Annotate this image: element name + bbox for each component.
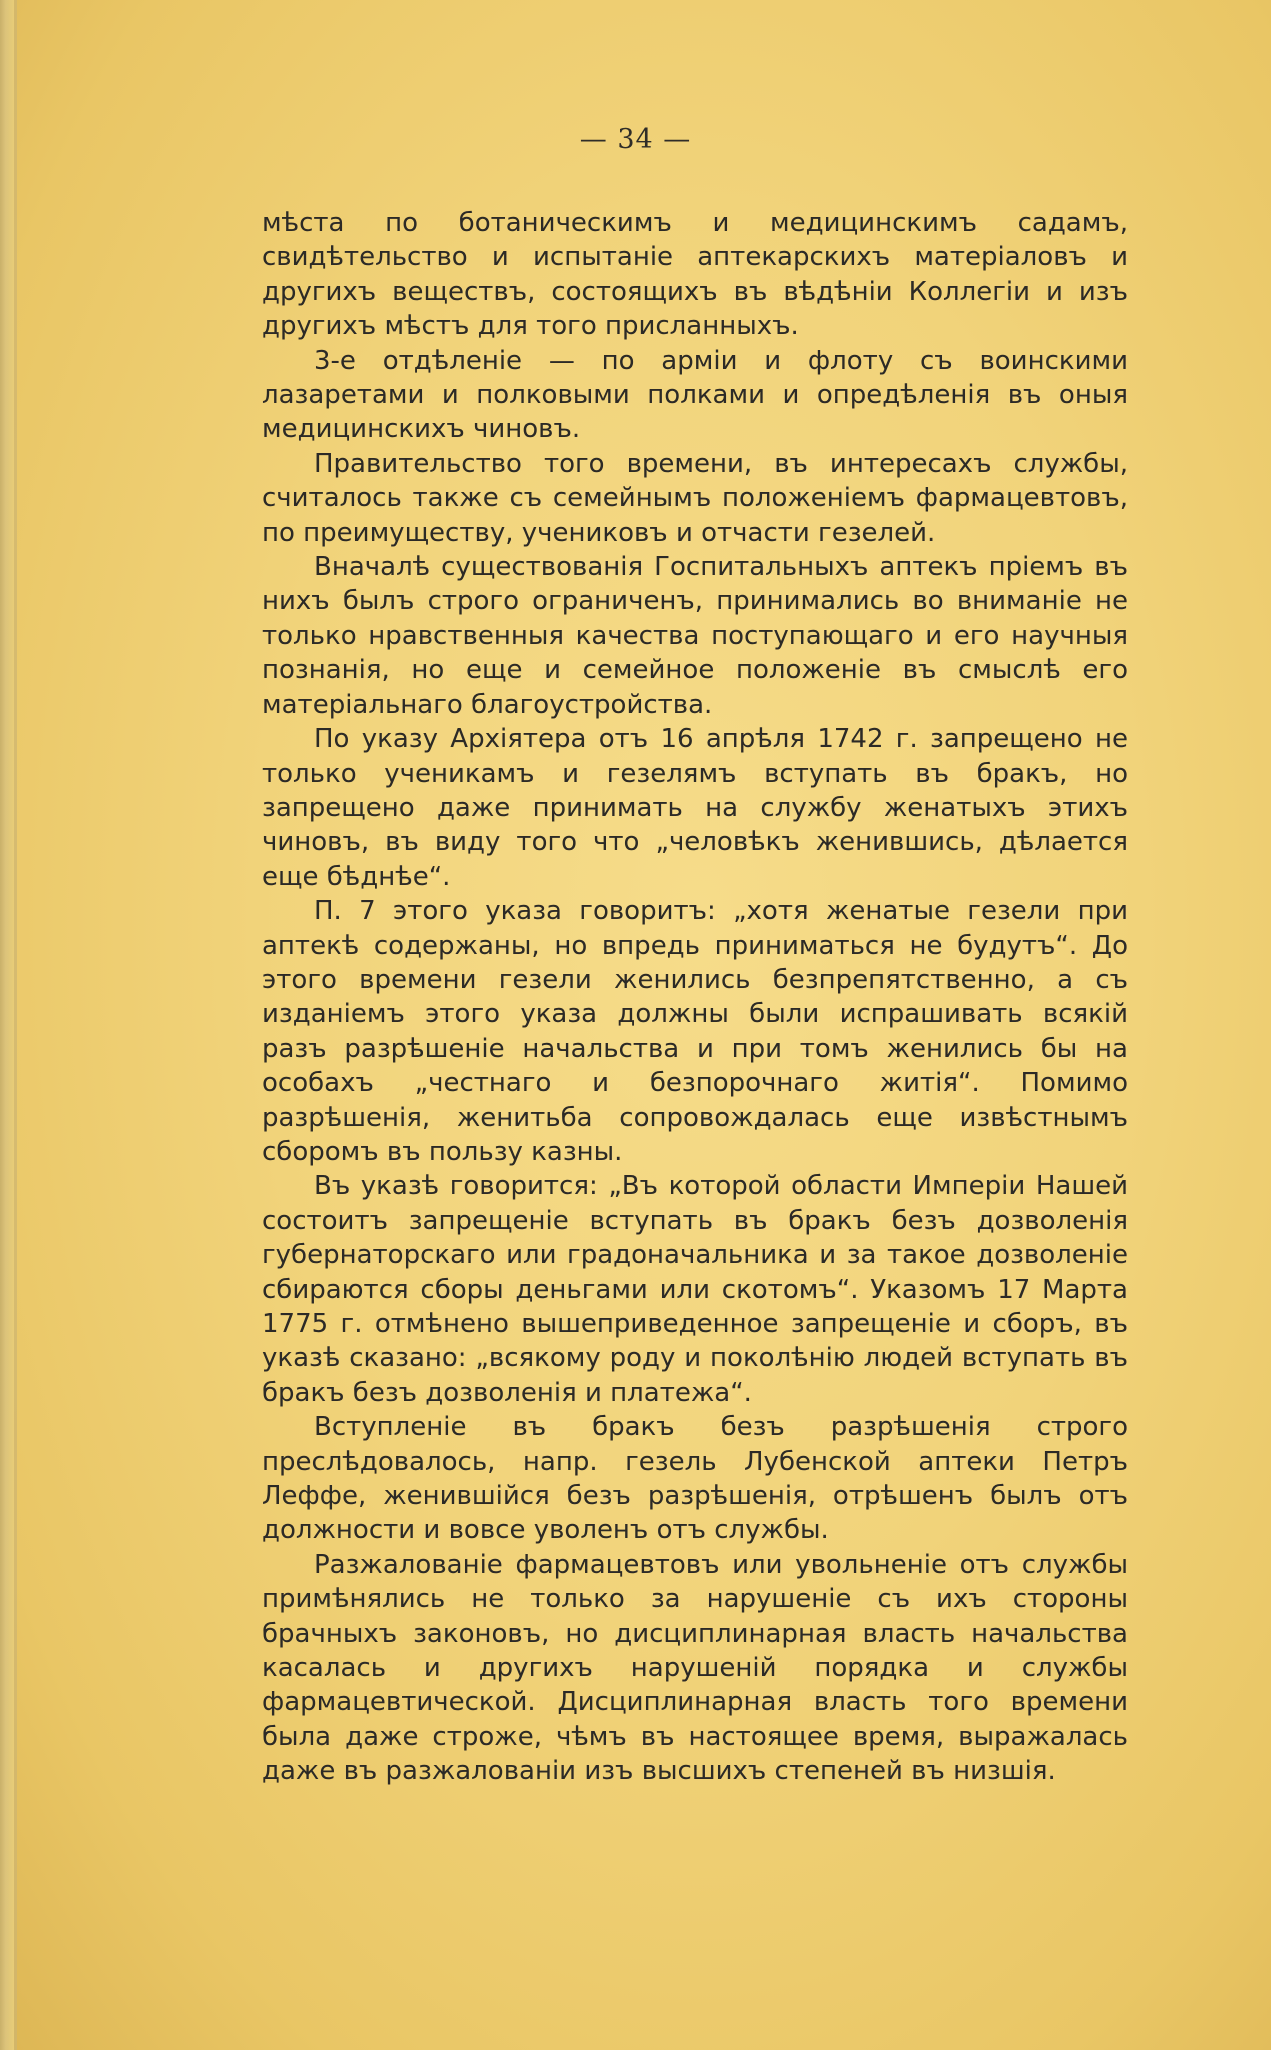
page-left-edge: [0, 0, 14, 2050]
binding-gutter: [14, 0, 17, 2050]
paragraph: мѣста по ботаническимъ и медицинскимъ садамъ, свидѣтельство и испытаніе аптекарскихъ матеріаловъ и другихъ веществъ, состоящихъ въ вѣдѣніи Коллегіи и изъ другихъ мѣстъ для того присланныхъ.: [262, 208, 1128, 342]
page-number: — 34 —: [579, 124, 692, 155]
paragraph: Разжалованіе фармацевтовъ или увольненіе отъ службы примѣнялись не только за нарушеніе съ ихъ стороны брачныхъ законовъ, но дисциплинарная власть начальства касалась и другихъ нарушеній порядка и службы фармацевтической. Дисциплинарная власть того времени была даже строже, чѣмъ въ настоящее время, выражалась даже въ разжалованіи изъ высшихъ степеней въ низшія.: [262, 1549, 1128, 1787]
paragraph: 3-е отдѣленіе — по арміи и флоту съ воинскими лазаретами и полковыми полками и опредѣленія въ оныя медицинскихъ чиновъ.: [262, 345, 1128, 445]
paragraph: Вначалѣ существованія Госпитальныхъ аптекъ пріемъ въ нихъ былъ строго ограниченъ, принимались во вниманіе не только нравственныя качества поступающаго и его научныя познанія, но еще и семейное положеніе въ смыслѣ его матеріальнаго благоустройства.: [262, 552, 1128, 720]
body-text: [262, 206, 1128, 1789]
paragraph: Правительство того времени, въ интересахъ службы, считалось также съ семейнымъ положеніемъ фармацевтовъ, по преимуществу, учениковъ и отчасти гезелей.: [262, 448, 1128, 548]
paragraph: Вступленіе въ бракъ безъ разрѣшенія строго преслѣдовалось, напр. гезель Лубенской аптеки Петръ Леффе, женившійся безъ разрѣшенія, отрѣшенъ былъ отъ должности и вовсе уволенъ отъ службы.: [262, 1412, 1128, 1546]
paragraph: По указу Архіятера отъ 16 апрѣля 1742 г. запрещено не только ученикамъ и гезелямъ вступать въ бракъ, но запрещено даже принимать на службу женатыхъ этихъ чиновъ, въ виду того что „человѣкъ женившись, дѣлается еще бѣднѣе“.: [262, 724, 1128, 892]
paragraph: Въ указѣ говорится: „Въ которой области Имперіи Нашей состоитъ запрещеніе вступать въ бракъ безъ дозволенія губернаторскаго или градоначальника и за такое дозволеніе сбираются сборы деньгами или скотомъ“. Указомъ 17 Марта 1775 г. отмѣнено вышеприведенное запрещеніе и сборъ, въ указѣ сказано: „всякому роду и поколѣнію людей вступать въ бракъ безъ дозволенія и платежа“.: [262, 1171, 1128, 1408]
paragraph: П. 7 этого указа говоритъ: „хотя женатые гезели при аптекѣ содержаны, но впредь приниматься не будутъ“. До этого времени гезели женились безпрепятственно, а съ изданіемъ этого указа должны были испрашивать всякій разъ разрѣшеніе начальства и при томъ женились бы на особахъ „честнаго и безпорочнаго житія“. Помимо разрѣшенія, женитьба сопровождалась еще извѣстнымъ сборомъ въ пользу казны.: [262, 896, 1128, 1167]
